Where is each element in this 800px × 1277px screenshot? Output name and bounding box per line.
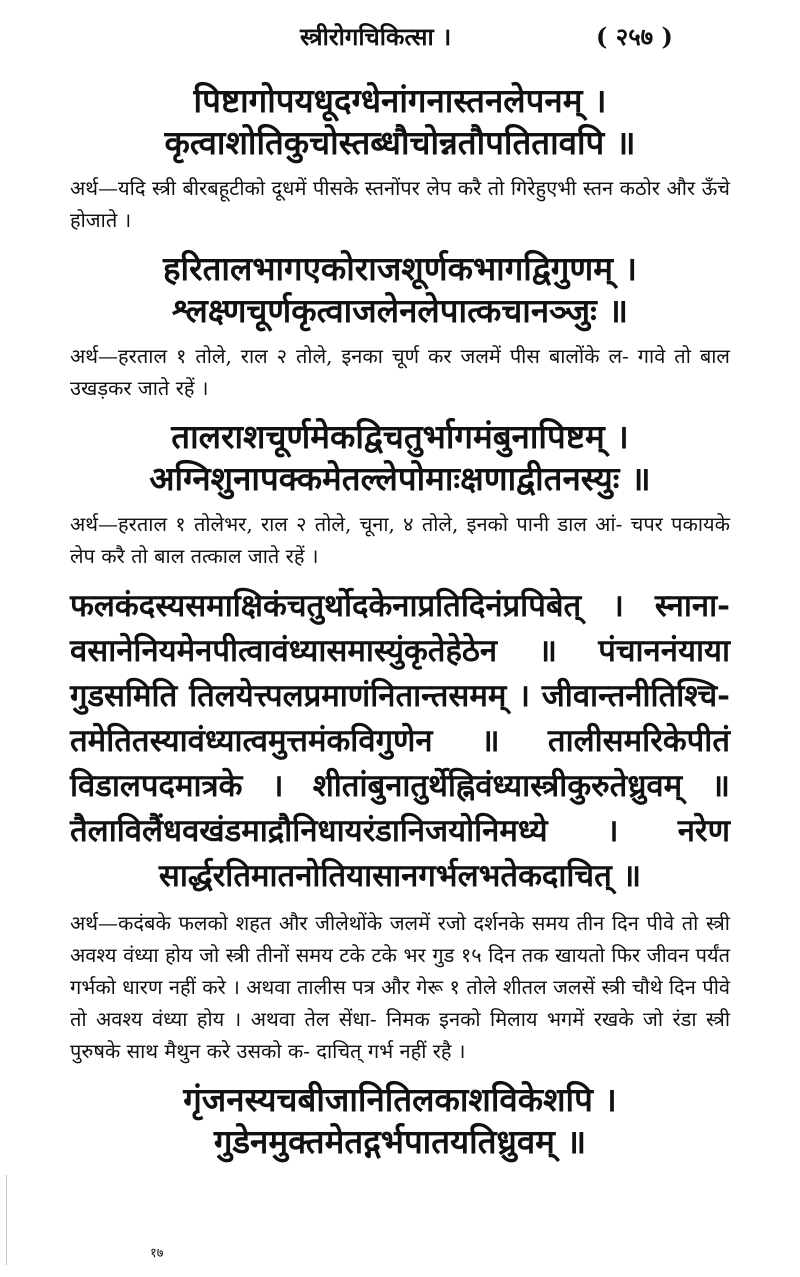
sloka-line: हरितालभागएकोराजशूर्णकभागद्विगुणम् । <box>163 249 637 288</box>
meaning-paragraph: अर्थ—हरताल १ तोलेभर, राल २ तोले, चूना, ४ तोले, इनको पानी डाल आं- चपर पकायके लेप करै तो बाल तत्काल जाते रहें । <box>70 512 730 568</box>
sloka-line: वसानेनियमेनपीत्वावंध्यासमास्युंकृतेहेठेन ॥ पंचाननंयाया <box>70 633 730 669</box>
sloka-line: गृंजनस्यचबीजानितिलकाशविकेशपि । <box>183 1080 617 1119</box>
sloka-line: विडालपदमात्रके । शीतांबुनातुर्थेह्निवंध्यास्त्रीकुरुतेध्रुवम् ॥ <box>70 768 730 804</box>
page-header <box>0 10 800 60</box>
sloka-block <box>70 248 730 332</box>
sloka-line: तमेतितस्यावंध्यात्वमुत्तमंकविगुणेन ॥ तालीसमरिकेपीतं <box>70 723 730 759</box>
page-body <box>70 80 730 1163</box>
page-number: ( २५७ ) <box>596 22 673 51</box>
sloka-line: फलकंदस्यसमाक्षिकंचतुर्थोदकेनाप्रतिदिनंप्रपिबेत्‌ । स्नाना- <box>70 588 730 624</box>
sloka-line: अग्निशुनापक्कमेतल्लेपोमाःक्षणाद्वीतनस्युः ॥ <box>149 459 651 498</box>
sloka-line: पिष्टागोपयधूदग्धेनांगनास्तनलेपनम् । <box>193 81 607 120</box>
running-title: स्त्रीरोगचिकित्सा । <box>300 22 452 51</box>
page-edge-line <box>6 1175 7 1265</box>
sloka-line: गुडसमिति तिलयेत्त्पलप्रमाणंनितान्तसमम् । जीवान्तनीतिश्चि- <box>70 678 730 714</box>
sloka-line: गुडेनमुक्तमेतद्गर्भपातयतिध्रुवम् ॥ <box>213 1122 587 1161</box>
sloka-block <box>70 80 730 164</box>
signature-mark: १७ <box>150 1246 164 1261</box>
sloka-line: तैलाविलैंधवखंडमाद्रौनिधायरंडानिजयोनिमध्ये । नरेण <box>70 813 730 849</box>
sloka-block <box>70 1079 730 1163</box>
sloka-block <box>70 416 730 500</box>
sloka-line: सार्द्धरतिमातनोतियासानगर्भलभतेकदाचित् ॥ <box>158 858 642 894</box>
sloka-block-long <box>70 584 730 899</box>
sloka-line: श्लक्ष्णचूर्णकृत्वाजलेनलेपात्कचानञ्जुः ॥ <box>171 291 629 330</box>
meaning-paragraph: अर्थ—यदि स्त्री बीरबहूटीको दूधमें पीसके स्तनोंपर लेप करै तो गिरेहुएभी स्तन कठोर और ऊँचे होजाते । <box>70 176 730 232</box>
sloka-line: तालराशचूर्णमेकद्विचतुर्भागमंबुनापिष्टम् । <box>171 417 629 456</box>
meaning-paragraph: अर्थ—कदंबके फलको शहत और जीलेथोंके जलमें रजो दर्शनके समय तीन दिन पीवे तो स्त्री अवश्य वंध्या होय जो स्त्री तीनों समय टके टके भर गुड १५ दिन तक खायतो फिर जीवन पर्यंत गर्भको धारण नहीं करे । अथवा तालीस पत्र और गेरू १ तोले शीतल जलसें स्त्री चौथे दिन पीवे तो अवश्य वंध्या होय । अथवा तेल सेंधा- निमक इनको मिलाय भगमें रखके जो रंडा स्त्री पुरुषके साथ मैथुन करे उसको क- दाचित् गर्भ नहीं रहै । <box>70 911 730 1063</box>
meaning-paragraph: अर्थ—हरताल १ तोले, राल २ तोले, इनका चूर्ण कर जलमें पीस बालोंके ल- गावे तो बाल उखड़कर जाते रहें । <box>70 344 730 400</box>
sloka-line: कृत्वाशोतिकुचोस्तब्धौचोन्नतौपतितावपि ॥ <box>164 123 636 162</box>
